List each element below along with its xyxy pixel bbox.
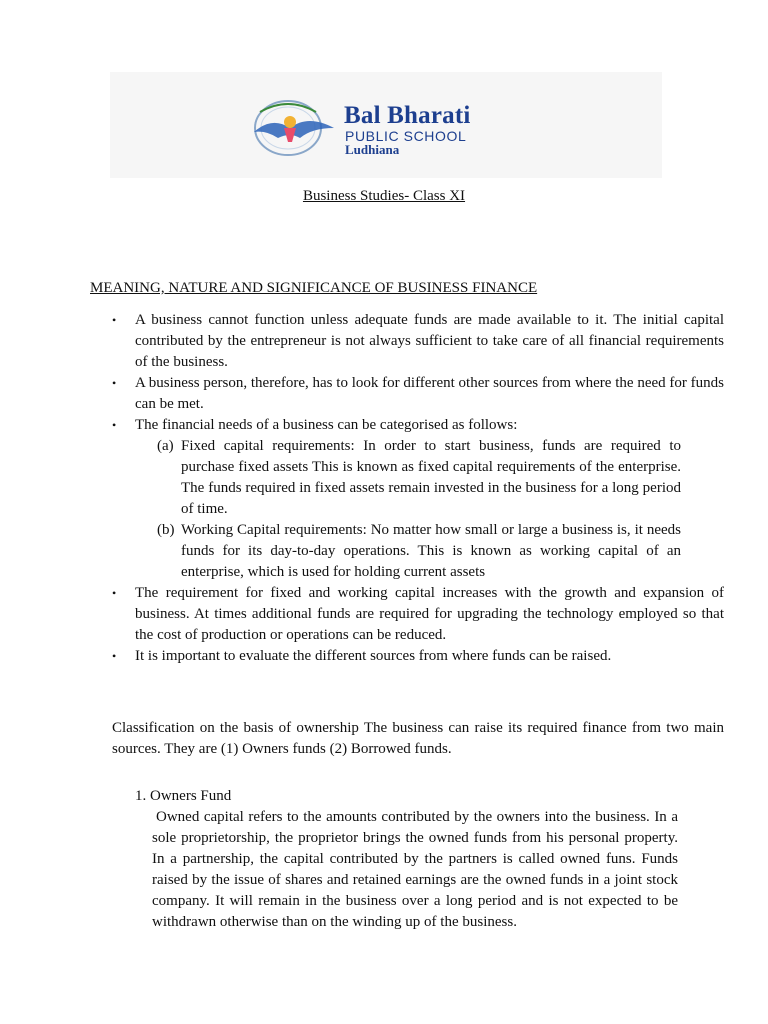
- bullet-item: [112, 373, 724, 415]
- sub-item-working-capital: [157, 520, 681, 583]
- bullet-item: [112, 310, 724, 373]
- school-emblem-icon: [250, 98, 338, 158]
- bullet-text: It is important to evaluate the different sources from where funds can be raised.: [135, 648, 612, 664]
- sub-item-marker: (a): [157, 438, 174, 454]
- bullet-icon: •: [112, 586, 117, 600]
- sub-item-fixed-capital: [157, 436, 681, 520]
- bullet-icon: •: [112, 376, 117, 390]
- classification-paragraph: Classification on the basis of ownership The business can raise its required finance from two main sources. They are (1) Owners funds (2) Borrowed funds.: [112, 720, 724, 757]
- bullet-item: [112, 646, 724, 667]
- sub-list: [157, 436, 681, 583]
- bullet-item: [112, 415, 724, 583]
- section-heading: MEANING, NATURE AND SIGNIFICANCE OF BUSINESS FINANCE: [90, 280, 538, 296]
- school-subtitle: PUBLIC SCHOOL: [345, 128, 467, 144]
- sub-item-text: Working Capital requirements: No matter how small or large a business is, it needs funds for its day-to-day operations. This is known as working capital of an enterprise, which is used for holding current assets: [181, 522, 681, 580]
- bullet-icon: •: [112, 649, 117, 663]
- bullet-list: [112, 310, 724, 667]
- sub-item-marker: (b): [157, 522, 175, 538]
- school-city: Ludhiana: [345, 142, 400, 157]
- bullet-text: A business person, therefore, has to look for different other sources from where the need for funds can be met.: [135, 375, 724, 412]
- sub-item-text: Fixed capital requirements: In order to start business, funds are required to purchase fixed assets This is known as fixed capital requirements of the enterprise. The funds required in fixed assets remain invested in the business for a long period of time.: [181, 438, 681, 517]
- bullet-icon: •: [112, 313, 117, 327]
- owners-fund-title: 1. Owners Fund: [135, 788, 232, 804]
- bullet-item: [112, 583, 724, 646]
- bullet-text: A business cannot function unless adequate funds are made available to it. The initial capital contributed by the entrepreneur is not always sufficient to take care of all financial requirements of the business.: [135, 312, 724, 370]
- owners-fund-body: Owned capital refers to the amounts contributed by the owners into the business. In a sole proprietorship, the proprietor brings the owned funds from his personal property. In a partnership, the capital contributed by the partners is called owned funs. Funds raised by the issue of shares and retained earnings are the owned funds in a joint stock company. It will remain in the business over a long period and is not expected to be withdrawn otherwise than on the winding up of the business.: [152, 809, 678, 930]
- document-title-row: [0, 186, 768, 206]
- school-logo: [250, 98, 520, 160]
- school-name: Bal Bharati: [344, 102, 471, 129]
- bullet-text: The financial needs of a business can be categorised as follows:: [135, 417, 518, 433]
- document-title: Business Studies- Class XI: [302, 188, 466, 204]
- bullet-icon: •: [112, 418, 117, 432]
- bullet-text: The requirement for fixed and working capital increases with the growth and expansion of business. At times additional funds are required for upgrading the technology employed so that the cost of production or operations can be reduced.: [135, 585, 724, 643]
